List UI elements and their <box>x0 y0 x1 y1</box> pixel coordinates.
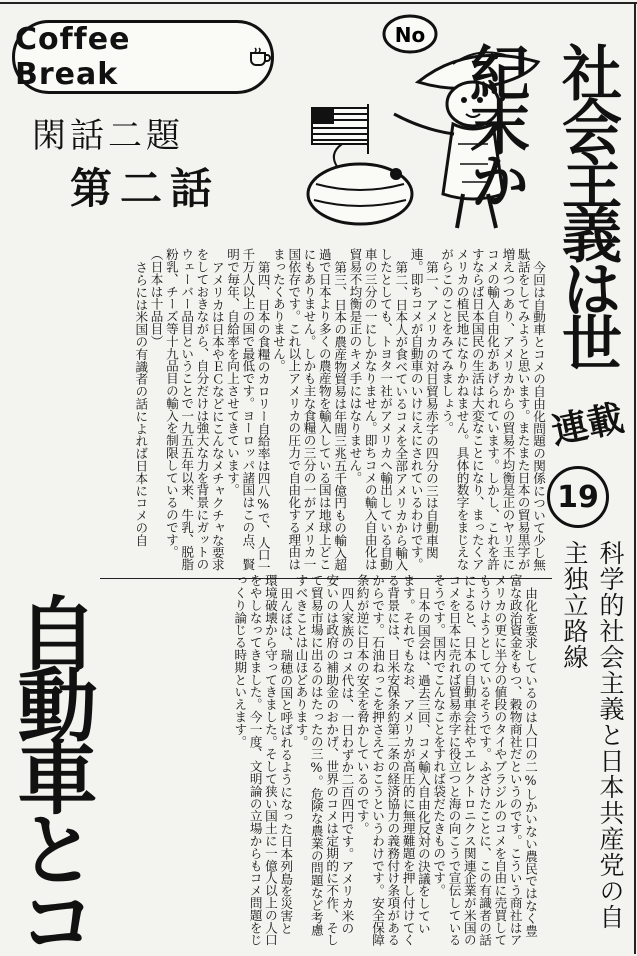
article-main-title: 自動車とコ <box>4 592 97 952</box>
article-paragraph: 四人家族のコメ代は、一日わずか二百四円です。アメリカ米の安いのは政府の補助金のおかげ、世界のコメは定期的に不作、そして貿易市場に出るのはたったの三%。危険な農業の問題など考慮すべきことは山ほどあります。 <box>293 574 355 946</box>
article-paragraph: アメリカは日本やＥＣなどにこんなメチャクチャな要求をしておきながら、自分だけは強大な力を背景にガットのウェーバー品目ということで一九五五年以来、牛乳、脱脂粉乳、チーズ等十九品目の輸入を制限しているのです。（日本は十品目） <box>148 248 225 571</box>
frame-top <box>0 2 637 4</box>
article-paragraph: 第四、日本の食糧のカロリー自給率は四八%で、人口一千万人以上の国で最低です。ヨーロッパ諸国はこの点、賢明で毎年、自給率を向上させてきています。 <box>225 248 271 573</box>
article-paragraph: 第一、アメリカの対日貿易赤字の四分の三は自動車関連。即ちコメが自動車のいけにえにされているわけです。 <box>408 248 439 571</box>
series-tag: 連載 <box>548 397 628 453</box>
article-body-bottom <box>176 574 538 946</box>
series-number: 19 <box>547 466 609 528</box>
article-paragraph: 今回は自動車とコメの自由化問題の関係について少し無駄話をしてみようと思います。またまた日本の貿易黒字が増えつつあり、アメリカからの貿易不均衡是正のヤリ玉にコメの輸入自由化があげられています。しかし、これを許すならば日本国民の生活は大変なことになり、まったくアメリカの植民地になりかねません。具体的数字をまじえながらこのことをみてみましょう。 <box>439 248 546 571</box>
subtitle-line-1: 閑話二題 <box>32 116 184 156</box>
article-paragraph: 由化を要求しているのは人口の二%しかいない農民ではなく豊富な政治資金をもつ、穀物商社だというのです。こういう商社はアメリカの更に半分の値段のタイやブラジルのコメを自由に売買してもうけようとしているそうです。ふざけたことに、この有識者の話によると、日本の自動車会社やエレクトロニクス関連企業が米国のコメを日本に売れば貿易赤字に役立つと海の向こうで宣伝しているそうです。国内でこんなことをすれば袋だたきものです。 <box>431 574 538 946</box>
article-paragraph: 第二、日本人が食べているコメを全部アメリカから輸入したとしても、トヨタ一社がアメリカへ輸出している自動車の三分の一にしかなりません。即ちコメの輸入自由化は貿易不均衡是正のキメ手にはなりません。 <box>347 248 409 571</box>
no-sign-text: No <box>394 23 426 47</box>
banner-label: Coffee Break <box>15 22 131 92</box>
article-paragraph: 日本の国会は、過去三回、コメ輸入自由化反対の決議をしています。それでもなお、アメリカが高圧的に無理難題を押し付けてくる背景には、日米安保条約第二条の経済協力の義務付け条項があるからです。石油ねっこを押さえておこうというわけです。安全保障条約が逆に日本の安全を脅かしているのです。 <box>354 574 431 946</box>
article-paragraph: さらには米国の有識者の話によれば日本にコメの自 <box>133 260 149 546</box>
rice-bag-icon <box>308 144 412 224</box>
coffee-break-banner <box>12 20 274 94</box>
article-paragraph: 第三、日本の農産物貿易は年間三兆五千億円もの輸入超過で日本より多くの農産物を輸入している国は地球上どこにもありません。しかも主な食糧の三分の一がアメリカ一国依存です。これ以上アメリカの圧力で自由化する理由はまったくありません。 <box>270 248 348 571</box>
frame-right <box>634 2 636 954</box>
article-body-top <box>100 248 546 574</box>
article-paragraph: 田んぼは、瑞穂の国と呼ばれるようになった日本列島を災害と環境破壊から守ってきました。そして狭い国土に一億人以上の人口をやしなってきました。今一度、文明論の立場からもコメ問題をじっくり論じる時期といえます。 <box>232 574 294 946</box>
subtitle-line-2: 第二話 <box>70 164 221 213</box>
no-sign-icon <box>384 16 436 52</box>
series-title: 社会主義は世紀末か <box>460 42 622 366</box>
article-side-title: 科学的社会主義と日本共産党の自主独立路線 <box>560 540 625 930</box>
